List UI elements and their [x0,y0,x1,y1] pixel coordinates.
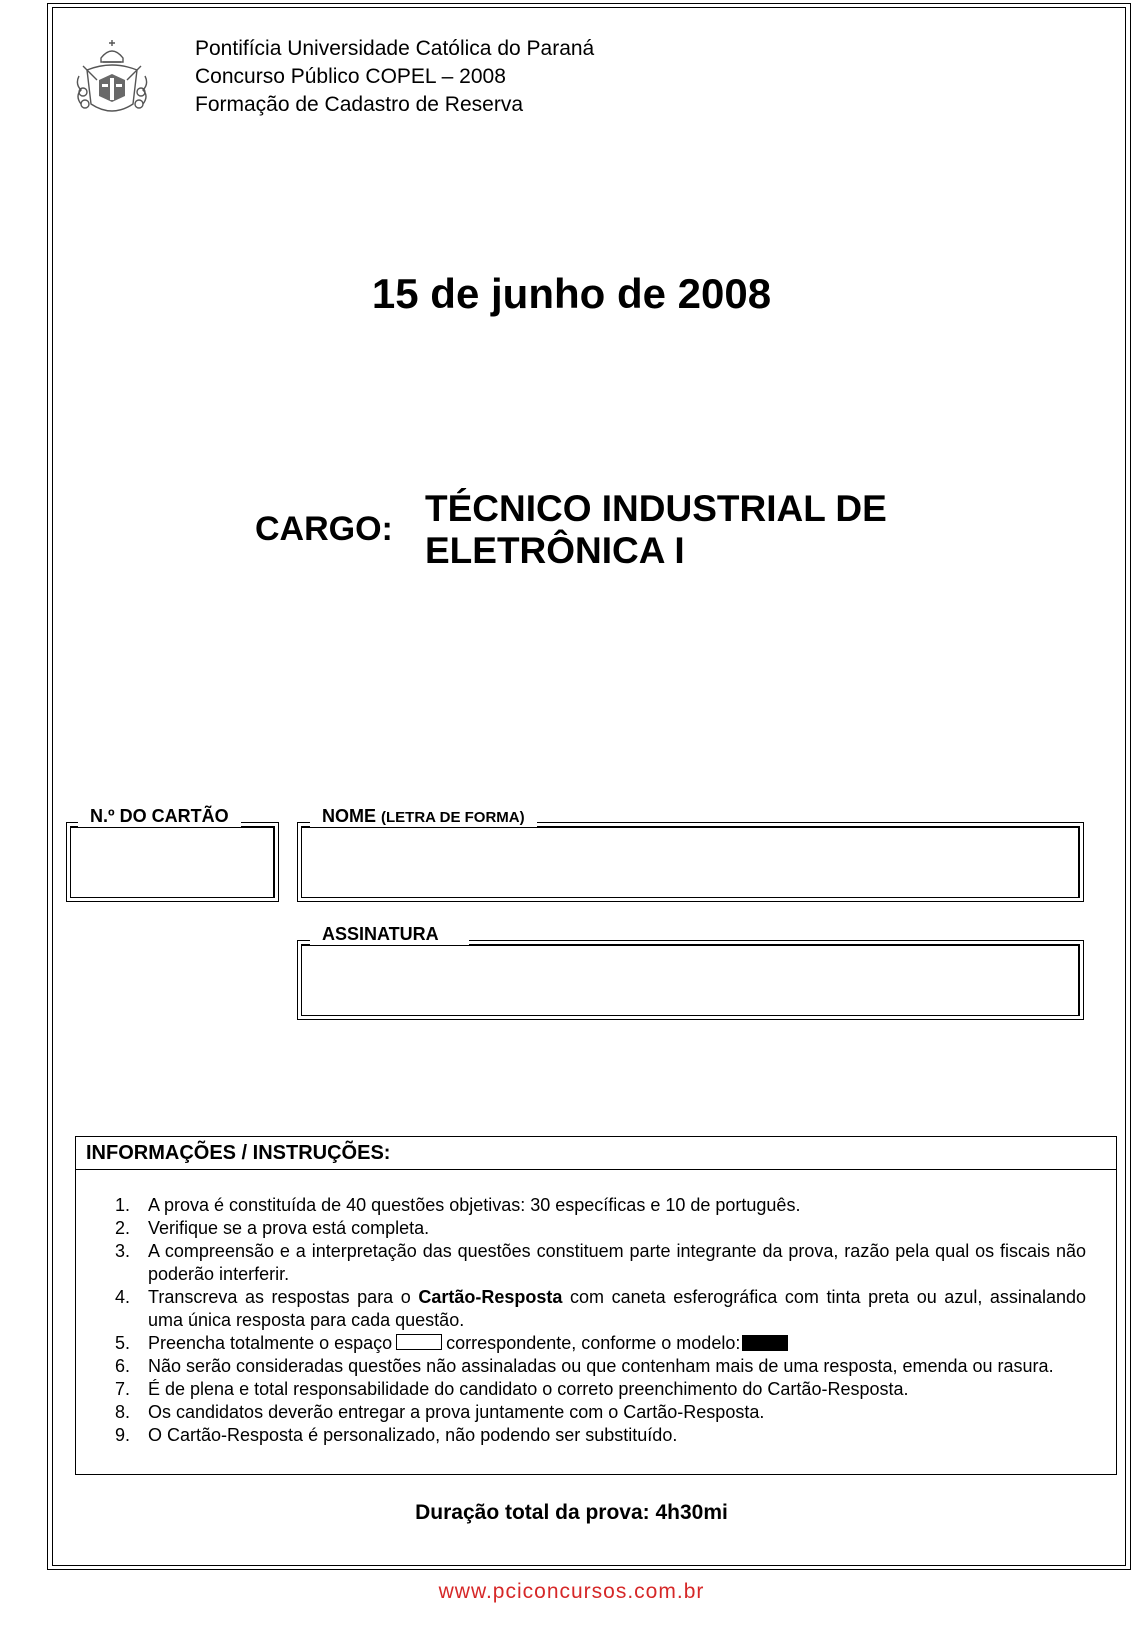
list-item: 3. A compreensão e a interpretação das questões constituem parte integrante da prova, razão pela qual os fiscais não poderão interferir. [114,1241,1086,1284]
name-field[interactable] [297,822,1084,902]
institution-name: Pontifícia Universidade Católica do Paraná [195,37,595,60]
instructions-box [75,1136,1117,1475]
name-label-text: NOME [322,806,376,826]
card-number-field[interactable] [66,822,279,902]
exam-duration: Duração total da prova: 4h30mi [415,1501,728,1524]
list-item: 1. A prova é constituída de 40 questões objetivas: 30 específicas e 10 de português. [114,1195,801,1215]
cartao-resposta-emphasis: Cartão-Resposta [418,1287,563,1307]
cargo-line-2: ELETRÔNICA I [425,530,685,571]
instructions-list [76,1170,1116,1447]
contest-subtitle: Formação de Cadastro de Reserva [195,93,523,116]
signature-field-inner [301,944,1080,1016]
name-label-hint: (LETRA DE FORMA) [381,809,525,826]
signature-field[interactable] [297,940,1084,1020]
card-number-label: N.º DO CARTÃO [78,806,241,827]
list-item: 4. Transcreva as respostas para o Cartão-Resposta com caneta esferográfica com tinta preta ou azul, assinalando uma única resposta para cada questão. [114,1287,1086,1330]
list-item: 8. Os candidatos deverão entregar a prova juntamente com o Cartão-Resposta. [114,1402,765,1422]
footer-url[interactable]: www.pciconcursos.com.br [438,1580,705,1603]
instructions-title: INFORMAÇÕES / INSTRUÇÕES: [76,1137,1116,1170]
cargo-line-1: TÉCNICO INDUSTRIAL DE [425,488,887,529]
cargo-label: CARGO: [255,510,393,548]
list-item: 9. O Cartão-Resposta é personalizado, não podendo ser substituído. [114,1425,678,1445]
university-crest-icon [73,36,151,122]
card-number-field-inner [70,826,275,898]
exam-date: 15 de junho de 2008 [371,270,772,317]
empty-square-icon [396,1334,442,1350]
cargo-value [425,488,887,572]
name-field-inner [301,826,1080,898]
filled-square-icon [742,1335,788,1351]
list-item: 2. Verifique se a prova está completa. [114,1218,430,1238]
name-label [310,806,537,827]
list-item: 7. É de plena e total responsabilidade do candidato o correto preenchimento do Cartão-Resposta. [114,1379,909,1399]
institution-header [195,35,594,119]
list-item: 6. Não serão consideradas questões não assinaladas ou que contenham mais de uma resposta, emenda ou rasura. [114,1356,1054,1376]
list-item: 5. Preencha totalmente o espaço correspondente, conforme o modelo: [94,1332,1086,1355]
contest-name: Concurso Público COPEL – 2008 [195,65,506,88]
signature-label: ASSINATURA [310,924,469,945]
